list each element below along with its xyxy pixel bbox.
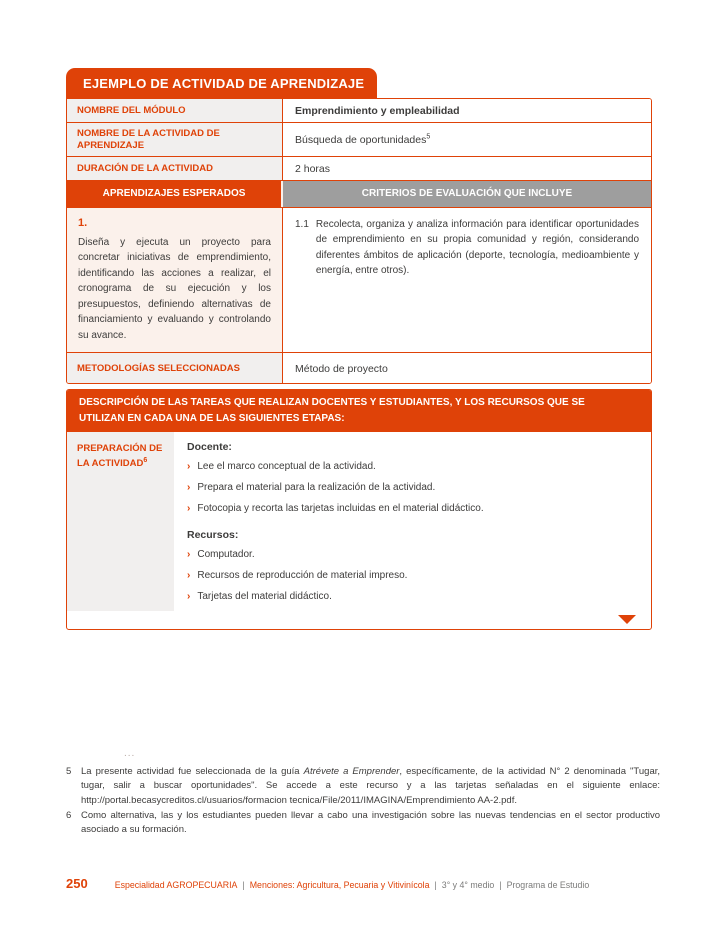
resource-item: › Computador. <box>187 549 255 561</box>
page-footer <box>66 876 660 891</box>
footer-grade-level: 3° y 4° medio <box>441 880 495 890</box>
resource-item: › Tarjetas del material didáctico. <box>187 591 332 603</box>
learning-objective-cell <box>67 208 283 353</box>
row-label: DURACIÓN DE LA ACTIVIDAD <box>67 157 283 180</box>
criterios-header: CRITERIOS DE EVALUACIÓN QUE INCLUYE <box>283 181 651 207</box>
task-item: › Fotocopia y recorta las tarjetas incluidas en el material didáctico. <box>187 503 484 515</box>
row-label: NOMBRE DEL MÓDULO <box>67 99 283 122</box>
preparation-stage-label: PREPARACIÓN DE LA ACTIVIDAD$^6$ <box>67 432 174 611</box>
footnote-ref-5: 5 <box>426 133 431 141</box>
docente-task-list <box>187 460 639 516</box>
footnote-text: La presente actividad fue seleccionada de la guía Atrévete a Emprender, específicamente, de la actividad N° 2 denominada "Tugar, tugar, salir a buscar oportunidades". Se accede a este recurso y a las tarjetas señaladas en el siguiente enlace: http://portal.becasycreditos.cl/usuarios/formacion tecnica/File/2011/IMAGINA/Emprendimiento AA-2.pdf. <box>81 765 661 806</box>
aprendizajes-header: APRENDIZAJES ESPERADOS <box>67 181 283 207</box>
footnote-item <box>66 765 660 809</box>
row-label: METODOLOGÍAS SELECCIONADAS <box>67 353 283 383</box>
page-title-tab <box>66 68 377 98</box>
evaluation-criteria-cell <box>283 208 651 353</box>
page-title: EJEMPLO DE ACTIVIDAD DE APRENDIZAJE <box>83 75 365 91</box>
footnotes <box>66 746 660 838</box>
module-row <box>67 99 651 122</box>
preparation-stage-row <box>67 432 651 629</box>
footer-mentions: Menciones: Agricultura, Pecuaria y Vitivinícola <box>249 880 430 890</box>
footer-divider: | <box>499 880 502 890</box>
footer-divider: | <box>434 880 437 890</box>
recursos-heading: Recursos: <box>187 529 239 542</box>
row-label: NOMBRE DE LA ACTIVIDAD DE APRENDIZAJE <box>67 123 283 156</box>
learning-objective-number: 1. <box>78 216 88 229</box>
page-content <box>66 68 652 630</box>
footnote-number: 6 <box>66 809 72 821</box>
footnote-number: 5 <box>66 765 72 777</box>
objectives-row <box>67 207 651 353</box>
row-value: 2 horas <box>283 157 651 180</box>
row-value: Búsqueda de oportunidades$^5$ <box>283 123 651 156</box>
methodology-row <box>67 352 651 383</box>
footer-specialty: Especialidad AGROPECUARIA <box>114 880 238 890</box>
page-number: 250 <box>66 876 88 891</box>
task-item: › Prepara el material para la realización de la actividad. <box>187 482 436 494</box>
recursos-list <box>187 548 639 604</box>
row-value: Emprendimiento y empleabilidad <box>283 99 651 122</box>
activity-info-table <box>66 98 652 384</box>
bullet-arrow-icon: › <box>187 570 191 582</box>
preparation-stage-body <box>174 432 651 611</box>
row-value: Método de proyecto <box>283 353 651 383</box>
footer-program: Programa de Estudio <box>506 880 590 890</box>
footnote-ref-6: 6 <box>143 456 148 464</box>
criteria-number: 1.1 <box>295 218 309 230</box>
footer-divider: | <box>242 880 245 890</box>
resource-item: › Recursos de reproducción de material impreso. <box>187 570 408 582</box>
activity-name-row <box>67 122 651 156</box>
bullet-arrow-icon: › <box>187 503 191 515</box>
bullet-arrow-icon: › <box>187 461 191 473</box>
criteria-text: Recolecta, organiza y analiza información para identificar oportunidades de emprendimiento en su propia comunidad y región, considerando diferentes ámbitos de aplicación (deporte, tecnología, medioambiente y energía, entre otros). <box>315 218 639 277</box>
docente-heading: Docente: <box>187 441 232 454</box>
task-item: › Lee el marco conceptual de la actividad. <box>187 461 376 473</box>
footnote-text: Como alternativa, las y los estudiantes pueden llevar a cabo una investigación sobre las nuevas tendencias en el sector productivo asociado a su formación. <box>81 809 660 836</box>
tasks-banner: DESCRIPCIÓN DE LAS TAREAS QUE REALIZAN DOCENTES Y ESTUDIANTES, Y LOS RECURSOS QUE SE UTILIZAN EN CADA UNA DE LAS SIGUIENTES ETAPAS: <box>67 390 651 432</box>
column-headers-row <box>67 180 651 207</box>
bullet-arrow-icon: › <box>187 549 191 561</box>
footnote-item <box>66 809 660 838</box>
learning-objective-text: Diseña y ejecuta un proyecto para concretar iniciativas de emprendimiento, identificando las acciones a realizar, el cronograma de su ejecución y los presupuestos, definiendo alternativas de financiamiento y evaluando y controlando su avance. <box>78 236 271 341</box>
bullet-arrow-icon: › <box>187 482 191 494</box>
ellipsis-mark: ... <box>124 748 136 759</box>
duration-row <box>67 156 651 180</box>
continuation-arrow-icon <box>618 615 636 624</box>
bullet-arrow-icon: › <box>187 591 191 603</box>
tasks-description-table <box>66 389 652 630</box>
